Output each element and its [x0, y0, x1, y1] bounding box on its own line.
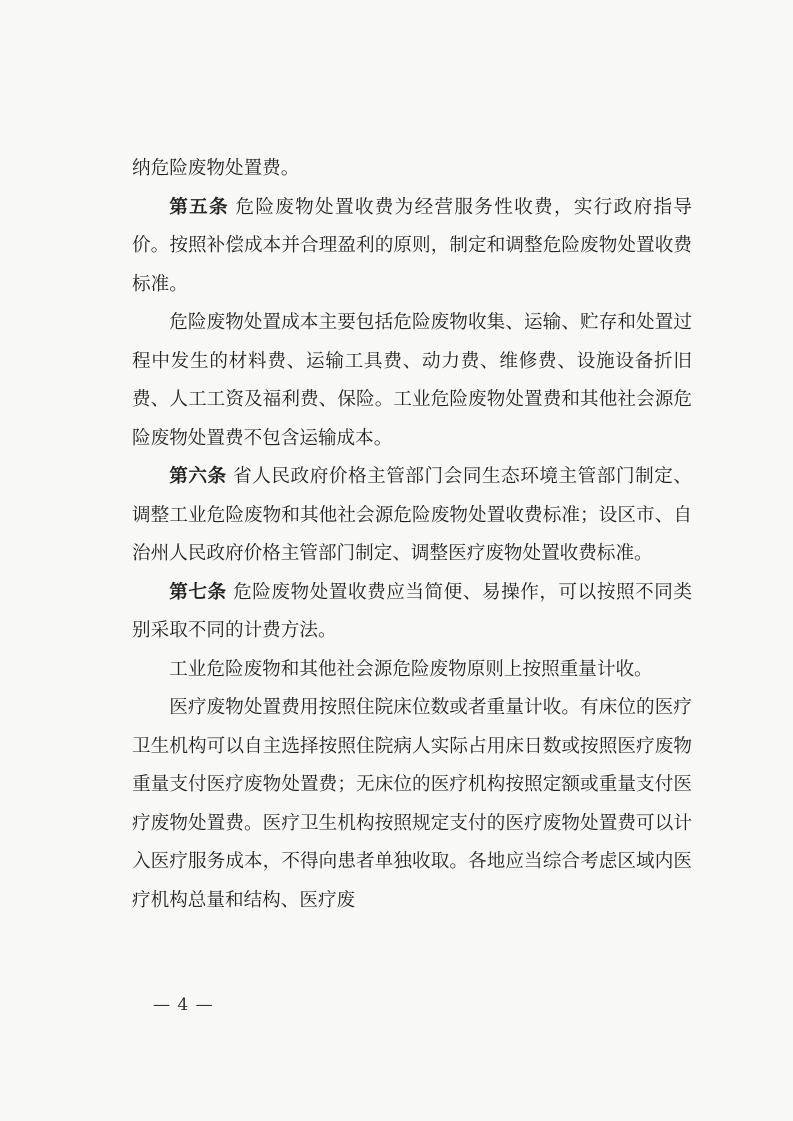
document-body — [132, 150, 692, 920]
paragraph — [132, 689, 692, 920]
paragraph-text: 医疗废物处置费用按照住院床位数或者重量计收。有床位的医疗卫生机构可以自主选择按照住院病人实际占用床日数或按照医疗废物重量支付医疗废物处置费；无床位的医疗机构按照定额或重量支付医疗废物处置费。医疗卫生机构按照规定支付的医疗废物处置费可以计入医疗服务成本，不得向患者单独收取。各地应当综合考虑区域内医疗机构总量和结构、医疗废 — [132, 697, 692, 911]
article-heading: 第五条 — [169, 196, 229, 218]
paragraph — [132, 150, 692, 189]
article-paragraph — [132, 458, 692, 574]
article-paragraph — [132, 574, 692, 651]
paragraph-text: 工业危险废物和其他社会源危险废物原则上按照重量计收。 — [169, 658, 653, 680]
article-heading: 第六条 — [169, 466, 227, 487]
page-number: — 4 — — [153, 995, 214, 1015]
paragraph — [132, 651, 692, 690]
paragraph-text: 纳危险废物处置费。 — [132, 158, 300, 179]
article-paragraph — [132, 189, 692, 305]
article-heading: 第七条 — [169, 581, 227, 603]
paragraph-text: 危险废物处置收费应当简便、易操作，可以按照不同类别采取不同的计费方法。 — [132, 581, 692, 641]
paragraph — [132, 304, 692, 458]
paragraph-text: 省人民政府价格主管部门会同生态环境主管部门制定、调整工业危险废物和其他社会源危险废物处置收费标准；设区市、自治州人民政府价格主管部门制定、调整医疗废物处置收费标准。 — [132, 466, 692, 564]
paragraph-text: 危险废物处置成本主要包括危险废物收集、运输、贮存和处置过程中发生的材料费、运输工具费、动力费、维修费、设施设备折旧费、人工工资及福利费、保险。工业危险废物处置费和其他社会源危险废物处置费不包含运输成本。 — [132, 312, 692, 449]
paragraph-text: 危险废物处置收费为经营服务性收费，实行政府指导价。按照补偿成本并合理盈利的原则，制定和调整危险废物处置收费标准。 — [132, 196, 692, 295]
